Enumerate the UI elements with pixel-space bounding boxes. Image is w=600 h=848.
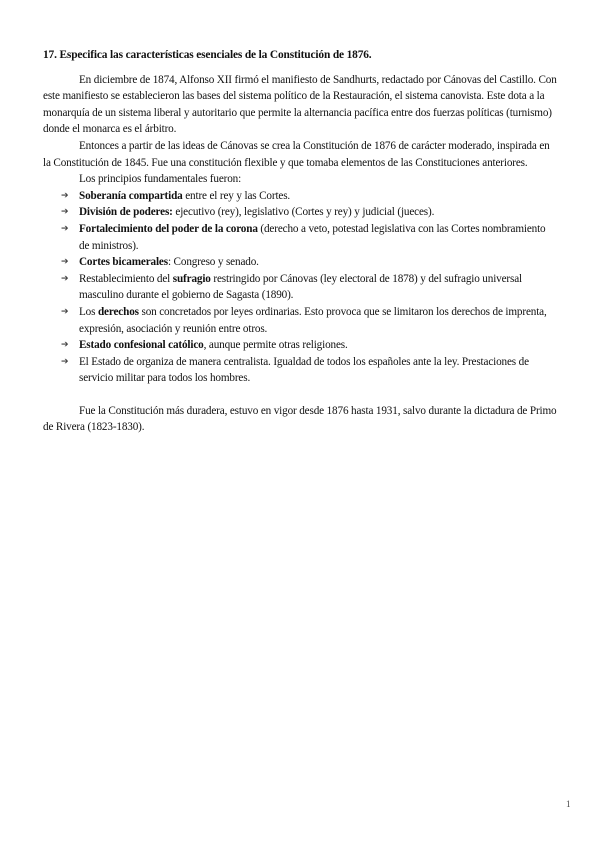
arrow-bullet-icon: ➔ [61, 340, 69, 351]
list-item: ➔ El Estado de organiza de manera centralista. Igualdad de todos los españoles ante la ley. Prestaciones de servicio militar para todos los hombres. [61, 355, 529, 385]
principles-list [43, 188, 558, 387]
principles-intro: Los principios fundamentales fueron: [79, 173, 242, 186]
arrow-bullet-icon: ➔ [61, 356, 69, 367]
principle-keyword: sufragio [172, 272, 211, 285]
paragraph-spacer [43, 387, 558, 403]
document-title: 17. Especifica las características esenciales de la Constitución de 1876. [43, 49, 372, 61]
list-item: ➔ Estado confesional católico, aunque permite otras religiones. [43, 337, 558, 354]
paragraph-conclusion: Fue la Constitución más duradera, estuvo en vigor desde 1876 hasta 1931, salvo durante la dictadura de Primo de Rivera (1823-1830). [43, 404, 557, 434]
list-item: ➔ División de poderes: ejecutivo (rey), legislativo (Cortes y rey) y judicial (jueces). [43, 204, 558, 221]
list-item: ➔ Cortes bicamerales: Congreso y senado. [43, 254, 558, 271]
document-body [43, 47, 558, 436]
arrow-bullet-icon: ➔ [61, 257, 69, 268]
page-number: 1 [566, 799, 571, 809]
principle-keyword: Fortalecimiento del poder de la corona [79, 222, 258, 235]
arrow-bullet-icon: ➔ [61, 273, 69, 284]
arrow-bullet-icon: ➔ [61, 190, 69, 201]
paragraph-intro: En diciembre de 1874, Alfonso XII firmó el manifiesto de Sandhurts, redactado por Cánovas del Castillo. Con este manifiesto se establecieron las bases del sistema político de la Restauración, el sistema canovista. Este dota a la monarquía de un sistema liberal y autoritario que permite la alternancia pacífica entre dos fuerzas políticas (turnismo) donde el monarca es el árbitro. [43, 73, 557, 136]
principle-keyword: derechos [97, 305, 139, 318]
arrow-bullet-icon: ➔ [61, 207, 69, 218]
list-item: ➔ Restablecimiento del sufragio restringido por Cánovas (ley electoral de 1878) y del sufragio universal masculino durante el gobierno de Sagasta (1890). [61, 272, 522, 302]
arrow-bullet-icon: ➔ [61, 306, 69, 317]
arrow-bullet-icon: ➔ [61, 223, 69, 234]
principle-keyword: Cortes bicamerales [79, 256, 168, 269]
list-item: ➔ Fortalecimiento del poder de la corona (derecho a veto, potestad legislativa con las Cortes nombramiento de ministros). [61, 222, 546, 252]
principle-keyword: Soberanía compartida [79, 189, 183, 202]
principle-keyword: División de poderes: [79, 206, 173, 219]
paragraph-constitution: Entonces a partir de las ideas de Cánovas se crea la Constitución de 1876 de carácter moderado, inspirada en la Constitución de 1845. Fue una constitución flexible y que tomaba elementos de las Constituciones anteriores. [43, 139, 550, 169]
list-item: ➔ Los derechos son concretados por leyes ordinarias. Esto provoca que se limitaron los derechos de imprenta, expresión, asociación y reunión entre otros. [61, 305, 547, 335]
list-item: ➔ Soberanía compartida entre el rey y las Cortes. [43, 188, 558, 205]
principle-keyword: Estado confesional católico [79, 339, 204, 352]
